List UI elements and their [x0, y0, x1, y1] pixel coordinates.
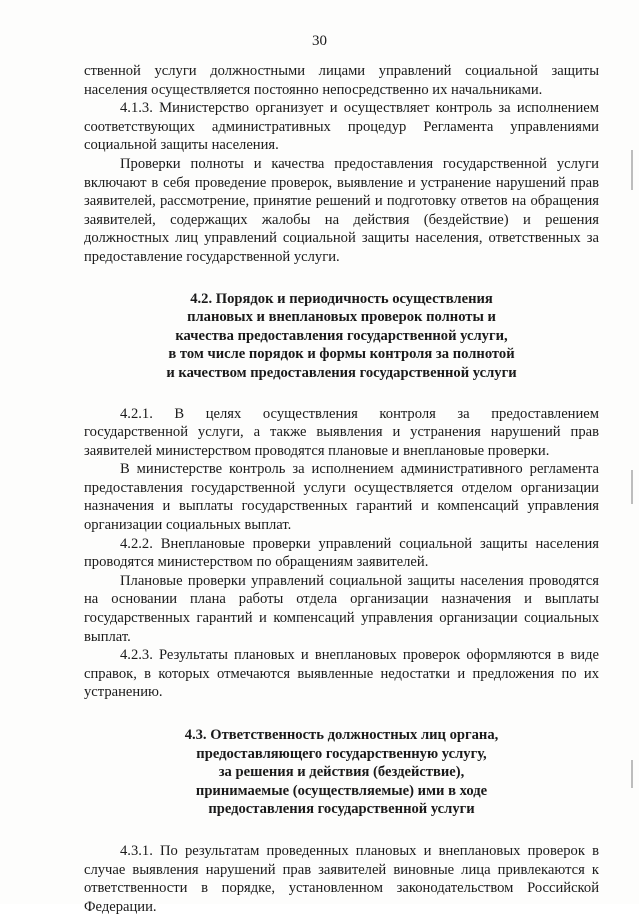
- paragraph-4-2-1: 4.2.1. В целях осуществления контроля за предоставлением государственной услуги, а также выявления и устранения нарушений прав заявителей министерством проводятся плановые и внеплановые проверки.: [84, 405, 599, 459]
- heading-line: предоставления государственной услуги: [208, 801, 475, 818]
- heading-line: 4.2. Порядок и периодичность осуществления: [190, 290, 493, 307]
- scan-edge-mark: [631, 150, 633, 190]
- scan-edge-mark: [631, 470, 633, 504]
- page-number: 30: [312, 33, 327, 49]
- heading-line: в том числе порядок и формы контроля за полнотой: [168, 346, 515, 363]
- paragraph-continuation: ственной услуги должностными лицами управлений социальной защиты населения осуществляется постоянно непосредственно их начальниками.: [84, 63, 599, 98]
- scan-edge-mark: [631, 760, 633, 788]
- heading-line: предоставляющего государственную услугу,: [196, 745, 487, 762]
- paragraph-checks-scope: Проверки полноты и качества предоставления государственной услуги включают в себя проведение проверок, выявление и устранение нарушений прав заявителей, рассмотрение, принятие решений и подготовку ответов на обращения заявителей, содержащих жалобы на действия (бездействие) и решения должностных лиц управлений социальной защиты населения, ответственных за предоставление государственной услуги.: [84, 155, 599, 265]
- paragraph-4-1-3: 4.1.3. Министерство организует и осуществляет контроль за исполнением соответствующих административных процедур Регламента управлениями социальной защиты населения.: [84, 100, 599, 154]
- section-heading-4-3: [84, 726, 599, 819]
- paragraph-4-3-1: 4.3.1. По результатам проведенных плановых и внеплановых проверок в случае выявления нарушений прав заявителей виновные лица привлекаются к ответственности в порядке, установленном законодательством Российской Федерации.: [84, 842, 599, 915]
- paragraph-planned-checks: Плановые проверки управлений социальной защиты населения проводятся на основании плана работы отдела организации назначения и выплаты государственных гарантий и компенсаций управления организации социальных выплат.: [84, 572, 599, 645]
- heading-line: принимаемые (осуществляемые) ими в ходе: [195, 782, 488, 799]
- heading-line: за решения и действия (бездействие),: [218, 764, 465, 781]
- heading-line: плановых и внеплановых проверок полноты и: [187, 309, 496, 326]
- heading-line: качества предоставления государственной услуги,: [175, 327, 508, 344]
- section-heading-4-2: [84, 290, 599, 383]
- document-body: [84, 62, 599, 916]
- paragraph-ministry-control: В министерстве контроль за исполнением административного регламента предоставления государственной услуги осуществляется отделом организации назначения и выплаты государственных гарантий и компенсаций управления организации социальных выплат.: [84, 461, 599, 534]
- paragraph-4-2-3: 4.2.3. Результаты плановых и внеплановых проверок оформляются в виде справок, в которых отмечаются выявленные недостатки и предложения по их устранению.: [84, 647, 599, 701]
- heading-line: 4.3. Ответственность должностных лиц органа,: [184, 727, 499, 743]
- heading-line: и качеством предоставления государственной услуги: [166, 364, 517, 381]
- paragraph-4-2-2: 4.2.2. Внеплановые проверки управлений социальной защиты населения проводятся министерством по обращениям заявителей.: [84, 535, 599, 571]
